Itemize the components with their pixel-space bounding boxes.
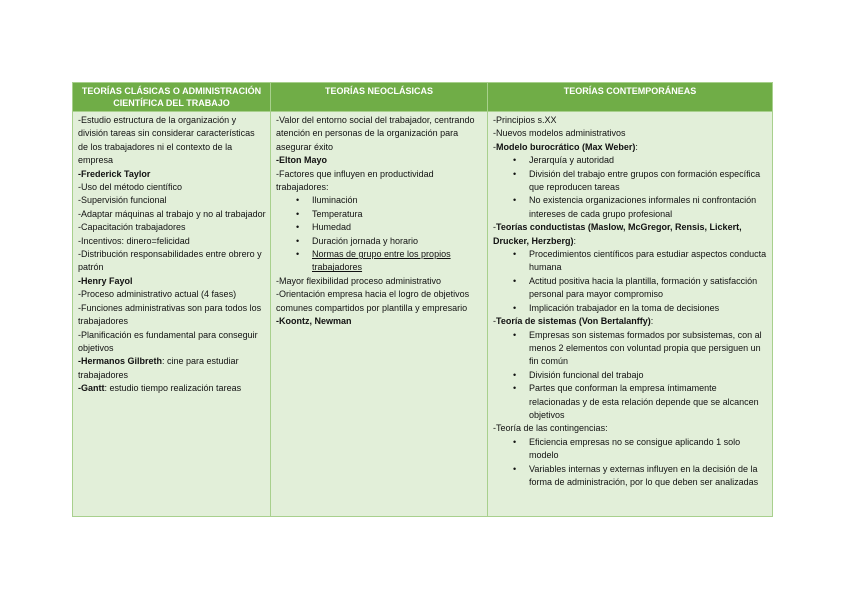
bold-text: -Frederick Taylor [78,168,151,179]
text: : [635,141,638,152]
bold-text: -Henry Fayol [78,275,133,286]
bold-text: Teoría de sistemas (Von Bertalanffy) [496,316,651,327]
text: -Planificación es fundamental para conseguir objetivos [78,329,258,353]
text: Empresas son sistemas formados por subsistemas, con al menos 2 elementos con voluntad propia que persiguen un fin común [529,329,762,367]
list-item [78,302,266,329]
text: -Orientación empresa hacia el logro de objetivos comunes compartidos por plantilla y empresario [276,289,470,313]
text: : [573,235,577,246]
list-item [276,275,483,288]
bold-text: -Koontz, Newman [276,316,352,327]
text: Humedad [312,222,352,233]
text: -Nuevos modelos administrativos [493,128,626,139]
text: Eficiencia empresas no se consigue aplicando 1 solo modelo [529,436,741,461]
text: Iluminación [312,195,358,206]
text: Temperatura [312,208,363,219]
list-item [78,235,266,248]
bold-text: -Elton Mayo [276,155,327,166]
text: - [493,141,496,152]
text: -Distribución responsabilidades entre obrero y patrón [78,249,262,273]
bullet-item [276,248,483,275]
list-item [78,355,266,382]
list-item [276,288,483,315]
text: -Proceso administrativo actual (4 fases) [78,289,237,300]
list-item [78,208,266,221]
text: : estudio tiempo realización tareas [104,383,242,394]
text: -Valor del entorno social del trabajador, centrando atención en personas de la organización para asegurar éxito [276,115,475,152]
text: Procedimientos científicos para estudiar aspectos conducta humana [529,249,767,273]
body-row [73,112,773,517]
bullet-item [493,436,768,463]
bold-text: -Hermanos Gilbreth [78,356,163,367]
list-item [78,114,266,168]
text: : [650,316,654,327]
text: -Principios s.XX [493,115,557,125]
bullet-item [493,194,768,221]
header-row [73,83,773,112]
header-contemporary: TEORÍAS CONTEMPORÁNEAS [488,83,773,112]
list-item [78,329,266,356]
text: : cine para estudiar trabajadores [78,356,239,380]
list-item [493,141,768,154]
text: Variables internas y externas influyen en la decisión de la forma de administración, por lo que deben ser analizadas [529,463,759,487]
text: -Mayor flexibilidad proceso administrativo [276,275,442,286]
text: -Teoría de las contingencias: [493,423,608,434]
bullet-item [276,221,483,234]
list-item [276,114,483,154]
text: - [493,222,496,233]
text: -Supervisión funcional [78,195,167,206]
bullet-item [276,235,483,248]
text: Implicación trabajador en la toma de decisiones [529,302,720,313]
bullet-item [493,154,768,167]
text: Duración jornada y horario [312,235,419,246]
list-item [78,194,266,207]
bullet-item [276,194,483,207]
list-item [493,127,768,140]
text: -Adaptar máquinas al trabajo y no al trabajador [78,208,266,219]
text: - [493,316,496,327]
bullet-item [493,369,768,382]
bullet-item [493,382,768,422]
bullet-item [276,208,483,221]
bullet-item [493,168,768,195]
cell-neoclassical [271,112,488,517]
list-item [78,181,266,194]
list-item [276,315,483,328]
bullet-item [493,329,768,369]
list-item [276,168,483,195]
bold-text: Teorías conductistas (Maslow, McGregor, Rensis, Lickert, Drucker, Herzberg) [493,222,742,246]
text: -Uso del método científico [78,182,183,193]
list-item [78,275,266,288]
list-item [78,221,266,234]
cell-contemporary [488,112,773,517]
text: División funcional del trabajo [529,369,644,380]
text: No existencia organizaciones informales ni confrontación intereses de cada grupo profesional [529,195,757,219]
text: -Estudio estructura de la organización y división tareas sin considerar características de los trabajadores ni el contexto de la empresa [78,115,255,166]
text: División del trabajo entre grupos con formación específica que reproducen tareas [529,168,761,193]
header-neoclassical: TEORÍAS NEOCLÁSICAS [271,83,488,112]
bold-text: Modelo burocrático (Max Weber) [496,141,636,152]
theories-comparison-table [72,82,773,517]
list-item [493,114,768,127]
bullet-item [493,248,768,275]
list-item [276,154,483,167]
list-item [78,168,266,181]
text: -Factores que influyen en productividad trabajadores: [276,168,434,193]
text: Normas de grupo entre los propios trabajadores [312,249,451,273]
bullet-item [493,275,768,302]
text: -Funciones administrativas son para todos los trabajadores [78,302,262,327]
list-item [78,248,266,275]
cell-classical [73,112,271,517]
list-item [493,315,768,328]
bullet-item [493,302,768,315]
header-classical: TEORÍAS CLÁSICAS O ADMINISTRACIÓN CIENTÍFICA DEL TRABAJO [73,83,271,112]
bold-text: -Gantt [78,383,105,394]
text: Jerarquía y autoridad [529,155,615,166]
list-item [78,382,266,395]
text: -Capacitación trabajadores [78,222,186,233]
bullet-item [493,463,768,490]
text: Partes que conforman la empresa íntimamente relacionadas y de esta relación depende que se alcancen objetivos [529,383,759,420]
list-item [493,422,768,435]
text: Actitud positiva hacia la plantilla, formación y satisfacción personal para mayor compromiso [529,275,758,300]
list-item [78,288,266,301]
text: -Incentivos: dinero=felicidad [78,235,190,246]
list-item [493,221,768,248]
